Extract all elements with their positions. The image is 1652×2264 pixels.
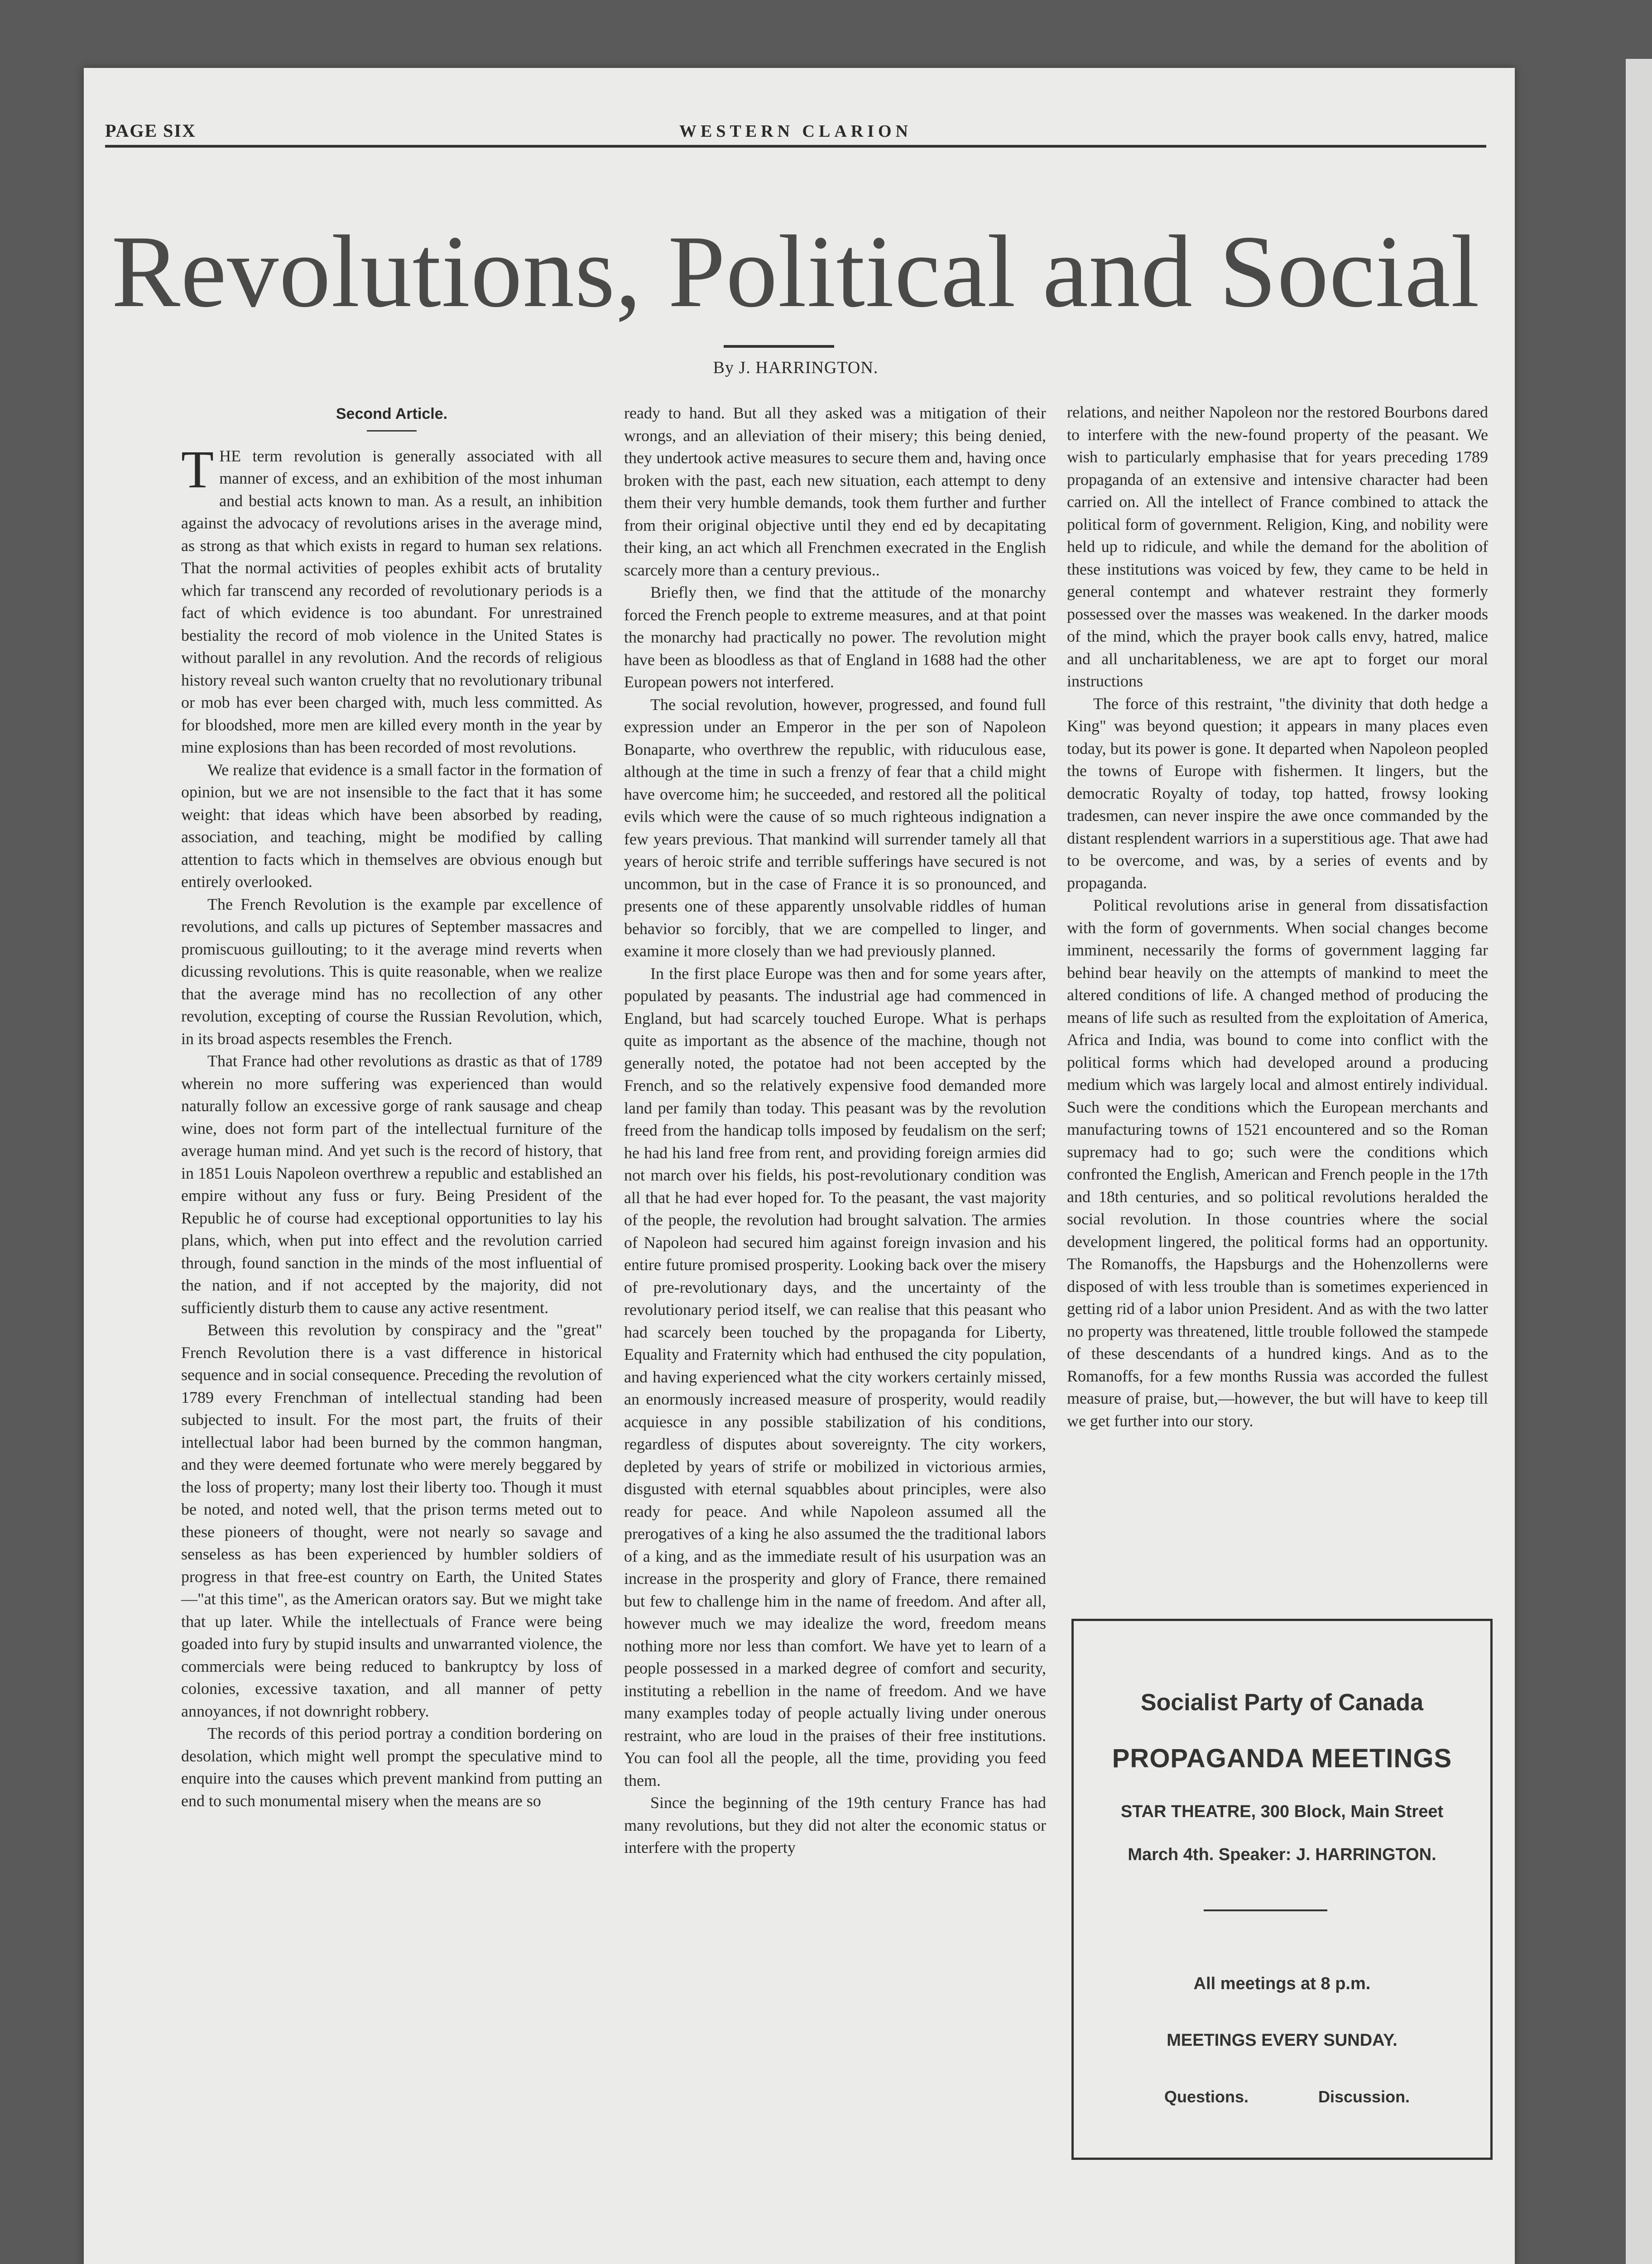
ad-venue: STAR THEATRE, 300 Block, Main Street bbox=[1120, 1802, 1444, 1821]
paragraph: ready to hand. But all they asked was a mitigation of their wrongs, and an alleviation of their misery; this being denied, they undertook active measures to secure them and, having once broken with the past, each new situation, each attempt to deny them their very humble demands, took them further and further from their original objective until they end ed by decapitating their king, an act which all Frenchmen execrated in the English scarcely more than a century previous.. bbox=[624, 404, 1046, 579]
paragraph: The French Revolution is the example par excellence of revolutions, and calls up pictures of September massacres and promiscuous guillouting; to it the average mind reverts when dicussing revolutions. This is quite reasonable, when we realize that the average mind has no recollection of any other revolution, excepting of course the Russian Revolution, which, in its broad aspects resembles the French. bbox=[181, 895, 602, 1048]
page-number-label: PAGE SIX bbox=[105, 120, 196, 141]
article-byline: By J. HARRINGTON. bbox=[713, 358, 879, 377]
paragraph: THE term revolution is generally associated with all manner of excess, and an exhibition of the most inhuman and bestial acts known to man. As a result, an inhibition against the advocacy of revolutions arises in the average mind, as strong as that which exists in regard to human sex relations. That the normal activities of peoples exhibit acts of brutality which far transcend any recorded of revolutionary periods is a fact of which evidence is too abundant. For unrestrained bestiality the record of mob violence in the United States is without parallel in any revolution. And the records of religious history reveal such wanton cruelty that no revolutionary tribunal or mob has ever been charged with, much less committed. As for bloodshed, more men are killed every month in the year by mine explosions than has been recorded of most revolutions. bbox=[181, 439, 602, 756]
masthead-title: WESTERN CLARION bbox=[679, 122, 912, 141]
paragraph: The records of this period portray a condition bordering on desolation, which might well prompt the speculative mind to enquire into the causes which prevent mankind from putting an end to such monumental misery when the means are so bbox=[181, 1724, 602, 1810]
paragraph: The social revolution, however, progressed, and found full expression under an Emperor in the per son of Napoleon Bonaparte, who overthrew the republic, with riduculous ease, although at the time in such a frenzy of fear that a child might have overcome him; he succeeded, and restored all the political evils which were the cause of so much righteous indignation a few years previous. That mankind will surrender tamely all that years of heroic strife and terrible sufferings have secured is not uncommon, but in the case of France it is so pronounced, and presents one of these apparently unsolvable riddles of human behavior so forcibly, that we are compelled to linger, and examine it more closely than we had previously planned. bbox=[624, 695, 1046, 960]
ad-questions: Questions. bbox=[1164, 2087, 1249, 2106]
subtitle-rule bbox=[367, 430, 417, 432]
article-column-2 bbox=[624, 402, 1046, 1859]
ad-discussion: Discussion. bbox=[1318, 2087, 1410, 2106]
ad-time: All meetings at 8 p.m. bbox=[1193, 1974, 1371, 1993]
paragraph: That France had other revolutions as drastic as that of 1789 wherein no more suffering was experienced than would naturally follow an excessive gorge of rank sausage and cheap wine, does not form part of the intellectual furniture of the average human mind. And yet such is the record of history, that in 1851 Louis Napoleon overthrew a republic and established an empire without any fuss or fury. Being President of the Republic he of course had exceptional opportunities to lay his plans, which, when put into effect and the revolution carried through, found sanction in the minds of the most influential of the nation, and if not accepted by the majority, did not sufficiently disturb them to cause any active resentment. bbox=[181, 1052, 602, 1317]
article-column-1 bbox=[181, 403, 602, 1812]
article-subtitle: Second Article. bbox=[336, 405, 448, 422]
page-header bbox=[105, 119, 1486, 148]
ad-date-speaker: March 4th. Speaker: J. HARRINGTON. bbox=[1128, 1845, 1436, 1864]
paragraph: The force of this restraint, "the divinity that doth hedge a King" was beyond question; it appears in many places even today, but its power is gone. It departed when Napoleon peopled the towns of Europe with fishermen. It lingers, but the democratic Royalty of today, top hatted, frowsy looking tradesmen, can never inspire the awe once commanded by the distant resplendent warriors in a superstitious age. That awe had to be overcome, and was, by a series of events and by propaganda. bbox=[1067, 694, 1488, 892]
drop-cap: T bbox=[181, 439, 214, 499]
article-column-3 bbox=[1067, 401, 1488, 1432]
ad-divider bbox=[1204, 1909, 1327, 1911]
paragraph: Since the beginning of the 19th century France has had many revolutions, but they did not alter the economic status or interfere with the property bbox=[624, 1794, 1046, 1856]
ad-organization: Socialist Party of Canada bbox=[1140, 1689, 1424, 1716]
ad-heading: PROPAGANDA MEETINGS bbox=[1112, 1744, 1452, 1773]
article-headline: Revolutions, Political and Social bbox=[111, 215, 1480, 329]
paragraph: relations, and neither Napoleon nor the restored Bourbons dared to interfere with the new-found property of the peasant. We wish to particularly emphasise that for years preceding 1789 propaganda of an extensive and intensive character had been carried on. All the intellect of France combined to attack the political form of government. Religion, King, and nobility were held up to ridicule, and while the demand for the abolition of these institutions was voiced by few, they came to be held in general contempt and whatever restraint they formerly possessed over the masses was weakened. In the darker moods of the mind, which the prayer book calls envy, hatred, malice and all uncharitableness, we are apt to forget our moral instructions bbox=[1067, 403, 1488, 690]
paragraph: Political revolutions arise in general from dissatisfaction with the form of governments. When social changes become imminent, necessarily the forms of government lagging far behind bear heavily on the attempts of mankind to meet the altered conditions of life. A changed method of producing the means of life such as resulted from the exploitation of America, Africa and India, was bound to come into conflict with the political forms which had developed around a producing medium which was largely local and almost entirely individual. Such were the conditions which the European merchants and manufacturing towns of 1521 encountered and so the Roman supremacy had to go; such were the conditions which confronted the English, American and French people in the 17th and 18th centuries, and so political revolutions heralded the social revolution. In those countries where the social development lingered, the political forms had an opportunity. The Romanoffs, the Hapsburgs and the Hohenzollerns were disposed of with less trouble than is sometimes experienced in getting rid of a labor union President. And as with the two latter no property was threatened, little trouble followed the stampede of these descendants of a hundred kings. And as to the Romanoffs, for a few months Russia was accorded the fullest measure of praise, but,—however, the but will have to keep till we get further into our story. bbox=[1067, 896, 1488, 1430]
ad-frequency: MEETINGS EVERY SUNDAY. bbox=[1167, 2031, 1397, 2050]
paragraph: We realize that evidence is a small factor in the formation of opinion, but we are not insensible to the fact that it has some weight: that ideas which have been absorbed by reading, association, and teaching, might be modified by calling attention to facts which in themselves are obvious enough but entirely overlooked. bbox=[181, 760, 602, 891]
meeting-advertisement bbox=[1071, 1619, 1493, 2160]
paragraph: In the first place Europe was then and for some years after, populated by peasants. The industrial age had commenced in England, but had scarcely touched Europe. What is perhaps quite as important as the absence of the machine, though not generally noted, the potatoe had not been accepted by the French, and so the relatively expensive food demanded more land per family than today. This peasant was by the revolution freed from the handicap tolls imposed by feudalism on the serf; he had his land free from rent, and providing foreign armies did not march over his fields, his post-revolutionary condition was all that he had ever hoped for. To the peasant, the vast majority of the people, the revolution had brought salvation. The armies of Napoleon had secured him against foreign invasion and his entire future promised prosperity. Looking back over the misery of pre-revolutionary days, and the uncertainty of the revolutionary period itself, we can realise that this peasant who had scarcely been touched by the propaganda for Liberty, Equality and Fraternity which had enthused the city population, and having experienced what the city workers certainly missed, an enormously increased measure of prosperity, would readily acquiesce in any possible stabilization of his conditions, regardless of disputes about sovereignty. The city workers, depleted by years of strife or mobilized in victorious armies, disgusted with eternal squabbles about principles, were also ready for peace. And while Napoleon assumed all the prerogatives of a king he also assumed the the traditional labors of a king, and as the immediate result of his usurpation was an increase in the prosperity and glory of France, there remained but few to challenge him in the name of freedom. And after all, however much we may idealize the word, freedom means nothing more nor less than comfort. We have yet to learn of a people possessed in a marked degree of comfort and security, instituting a rebellion in the name of freedom. And we have many examples today of people actually living under onerous restraint, who are loud in the praises of their free institutions. You can fool all the people, all the time, providing you feed them. bbox=[624, 964, 1046, 1789]
paragraph: Between this revolution by conspiracy and the "great" French Revolution there is a vast difference in historical sequence and in social consequence. Preceding the revolution of 1789 every Frenchman of intellectual standing had been subjected to insult. For the most part, the fruits of their intellectual labor had been burned by the common hangman, and they were deemed fortunate who were merely beggared by the loss of property; many lost their liberty too. Though it must be noted, and noted well, that the prison terms meted out to these pioneers of thought, were not nearly so savage and senseless as has been experienced by humbler soldiers of progress in that free-est country on Earth, the United States —"at this time", as the American orators say. But we might take that up later. While the intellectuals of France were being goaded into fury by stupid insults and unwarranted violence, the commercials were being reduced to bankruptcy by loss of colonies, excessive taxation, and all manner of petty annoyances, if not downright robbery. bbox=[181, 1321, 602, 1720]
headline-rule bbox=[724, 345, 834, 348]
paragraph: Briefly then, we find that the attitude of the monarchy forced the French people to extreme measures, and at that point the monarchy had practically no power. The revolution might have been as bloodless as that of England in 1688 had the other European powers not interfered. bbox=[624, 583, 1046, 691]
